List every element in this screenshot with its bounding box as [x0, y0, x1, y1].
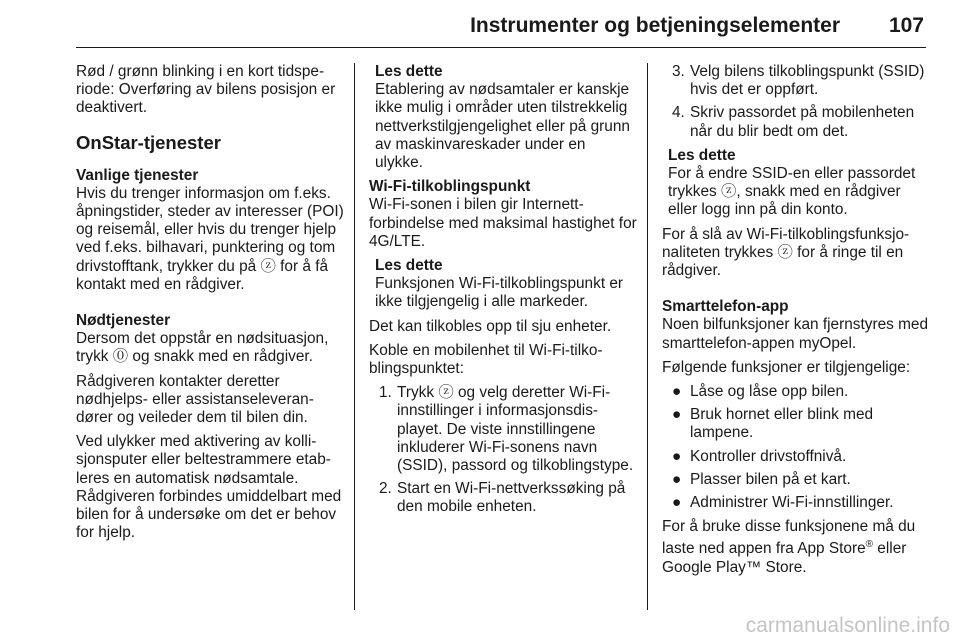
list-item: [662, 383, 930, 401]
list-number: 4.: [672, 104, 685, 122]
paragraph: Wi-Fi-sonen i bilen gir Internettforbindelse med maksimal hastighet for 4G/LTE.: [369, 196, 637, 250]
list-item: [662, 494, 930, 512]
paragraph: Følgende funksjoner er tilgjengelige:: [662, 358, 911, 376]
note-title: Les dette: [668, 146, 736, 164]
bullet-icon: ●: [672, 447, 682, 465]
registered-mark: ®: [865, 539, 874, 551]
text: For å bruke disse funksjonene må du laste ned appen fra App Store: [662, 518, 916, 558]
list-item: [662, 448, 930, 466]
paragraph: Det kan tilkobles opp til sju enheter.: [369, 317, 612, 335]
list-item-text: Start en Wi-Fi-nettverkssøking på den mobile enheten.: [397, 480, 626, 516]
subheading-nodtjenester: Nødtjenester: [76, 312, 171, 330]
bullet-list: [662, 383, 930, 512]
column-1: [76, 63, 344, 548]
paragraph: Dersom det oppstår en nødsituasjon, trykk ⓪ og snakk med en rådgiver.: [76, 330, 329, 366]
list-item-text: Plasser bilen på et kart.: [690, 470, 851, 488]
list-number: 2.: [379, 480, 392, 498]
note-box: [369, 257, 637, 312]
paragraph: Rådgiveren kontakter deretter nødhjelps- eller assistanseleverandører og veileder dem til bilen din.: [76, 372, 314, 427]
column-divider-2: [647, 63, 648, 610]
note-box: [662, 147, 930, 220]
list-item: [369, 384, 637, 475]
note-box: [369, 63, 637, 172]
numbered-list: [369, 384, 637, 516]
paragraph: Ved ulykker med aktivering av kollisjonsputer eller beltestrammere etableres en automatisk nødsamtale. Rådgiveren forbindes umiddelbart med bilen for å undersøke om det er behov for hjelp.: [76, 433, 342, 542]
list-item-text: Kontroller drivstoffnivå.: [690, 447, 847, 465]
list-number: 1.: [379, 384, 392, 402]
text: eller Google Play™ Store.: [662, 540, 907, 576]
paragraph: Hvis du trenger informasjon om f.eks. åpningstider, steder av interesser (POI) og reisemål, eller hvis du trenger hjelp ved f.eks. bilhavari, punktering og tom drivstofftank, trykker du på ⓩ for å få kontakt med en rådgiver.: [76, 184, 344, 293]
list-item-text: Låse og låse opp bilen.: [690, 383, 849, 401]
numbered-list: [662, 63, 930, 141]
list-item: [662, 471, 930, 489]
column-3: [662, 63, 930, 583]
section-heading-onstar: OnStar-tjenester: [76, 131, 221, 153]
bullet-icon: ●: [672, 406, 682, 424]
header-title: Instrumenter og betjeningselementer: [470, 14, 840, 37]
list-item: [662, 63, 930, 99]
list-item: [662, 104, 930, 140]
list-item-text: Trykk ⓩ og velg deretter Wi-Fi-innstillinger i informasjonsdisplayet. De viste innstillingene inkluderer Wi-Fi-sonens navn (SSID), passord og tilkoblingstype.: [397, 384, 634, 475]
list-item: [662, 406, 930, 442]
note-text: Funksjonen Wi-Fi-tilkoblingspunkt er ikke tilgjengelig i alle markeder.: [375, 275, 624, 311]
header-rule: [76, 47, 926, 48]
paragraph: Noen bilfunksjoner kan fjernstyres med smarttelefon-appen myOpel.: [662, 316, 929, 352]
bullet-icon: ●: [672, 494, 682, 512]
note-text: Etablering av nødsamtaler er kanskje ikke mulig i områder uten tilstrekkelig nettverkstilgjengelighet eller på grunn av maskinvareskader under en ulykke.: [375, 81, 630, 172]
paragraph: Rød / grønn blinking i en kort tidsperiode: Overføring av bilens posisjon er deaktivert.: [76, 63, 336, 117]
list-number: 3.: [672, 63, 685, 80]
page-number: 107: [888, 14, 924, 37]
subheading-smarttelefon: Smarttelefon-app: [662, 298, 789, 316]
bullet-icon: ●: [672, 470, 682, 488]
subheading-wifi: Wi-Fi-tilkoblingspunkt: [369, 178, 531, 196]
list-item: [369, 480, 637, 516]
note-title: Les dette: [375, 63, 443, 80]
list-item-text: Bruk hornet eller blink med lampene.: [690, 406, 874, 442]
list-item-text: Skriv passordet på mobilenheten når du blir bedt om det.: [690, 104, 915, 140]
paragraph: [662, 518, 930, 577]
note-title: Les dette: [375, 257, 443, 275]
list-item-text: Velg bilens tilkoblingspunkt (SSID) hvis det er oppført.: [690, 63, 925, 99]
column-divider-1: [354, 63, 355, 610]
paragraph: For å slå av Wi-Fi-tilkoblingsfunksjonaliteten trykkes ⓩ for å ringe til en rådgiver.: [662, 225, 910, 280]
bullet-icon: ●: [672, 383, 682, 401]
paragraph: Koble en mobilenhet til Wi-Fi-tilkoblingspunktet:: [369, 341, 603, 378]
list-item-text: Administrer Wi-Fi-innstillinger.: [690, 494, 894, 512]
subheading-vanlige: Vanlige tjenester: [76, 166, 199, 184]
column-2: [369, 63, 637, 523]
note-text: For å endre SSID-en eller passordet trykkes ⓩ, snakk med en rådgiver eller logg inn på din konto.: [668, 165, 916, 219]
watermark: carmanualsonline.info: [745, 614, 950, 637]
